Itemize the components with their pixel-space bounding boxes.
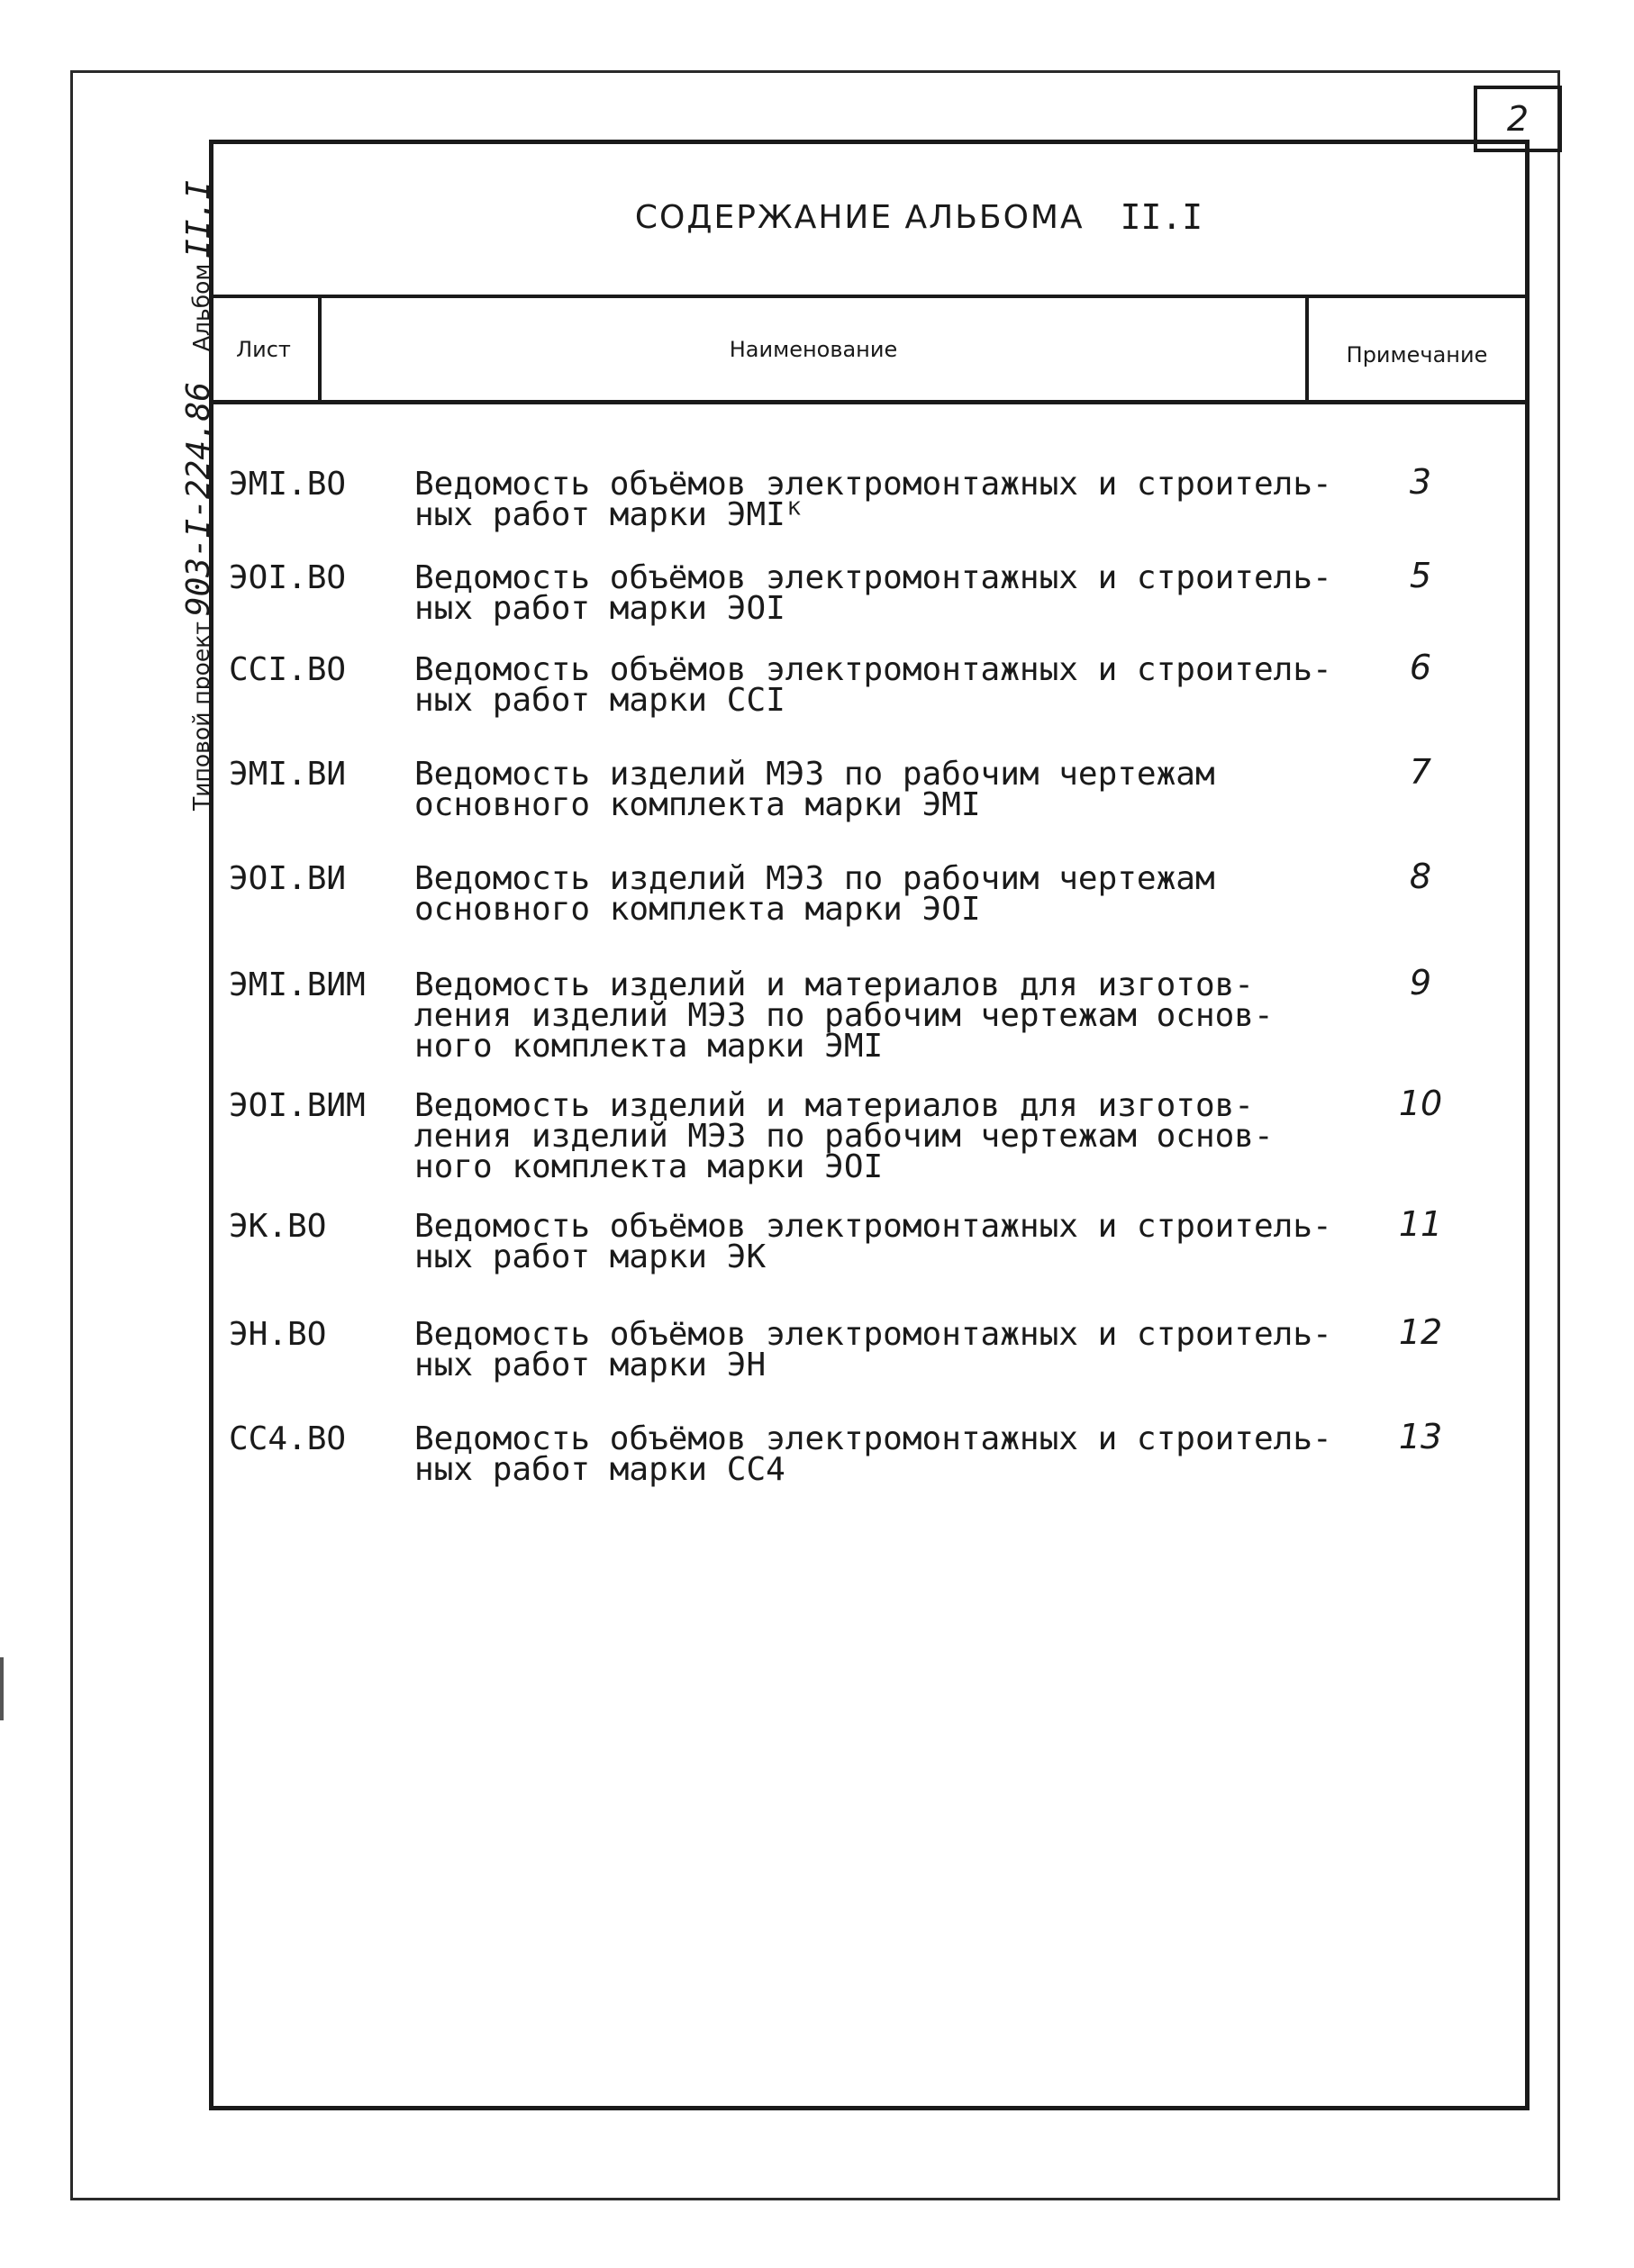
sheet-code: ЭК.ВО (229, 1208, 327, 1245)
sheet-code: ЭОI.ВИМ (229, 1087, 366, 1124)
sheet-description (414, 1316, 1332, 1383)
title-row (209, 140, 1530, 298)
sheet-description (414, 860, 1315, 928)
sheet-description (414, 966, 1315, 1065)
sheet-code: ЭМI.ВИ (229, 756, 347, 793)
side-stamp (180, 180, 217, 811)
album-number: II.I (1120, 197, 1203, 237)
sheet-code: ССI.ВО (229, 651, 347, 688)
description-line: ных работ марки ССI (414, 682, 785, 719)
side-album-number: II.I (180, 180, 217, 259)
description-line: Ведомость объёмов электромонтажных и строитель- (414, 466, 1332, 503)
sheet-code: ЭМI.ВО (229, 466, 347, 503)
description-line: ления изделий МЭЗ по рабочим чертежам основ- (414, 1118, 1274, 1155)
column-header-name: Наименование (322, 298, 1309, 400)
sheet-page-note: 8 (1409, 857, 1432, 896)
page-number: 2 (1506, 99, 1530, 139)
description-line: ных работ марки ЭН (414, 1347, 767, 1383)
project-number: 903-I-224.86 (180, 381, 217, 617)
description-line: Ведомость изделий и материалов для изготов- (414, 966, 1254, 1003)
sheet-code: ЭМI.ВИМ (229, 966, 366, 1003)
description-line: Ведомость изделий МЭЗ по рабочим чертежам (414, 756, 1215, 793)
sheet-page-note: 7 (1409, 752, 1432, 792)
sheet-page-note: 5 (1409, 556, 1432, 595)
sheet-description (414, 1087, 1315, 1185)
description-line: ных работ марки ЭМIᴷ (414, 496, 805, 533)
sheet-description (414, 1420, 1332, 1488)
description-line: Ведомость объёмов электромонтажных и строитель- (414, 559, 1332, 596)
sheet-page-note: 11 (1398, 1204, 1443, 1244)
sheet-code: СС4.ВО (229, 1420, 347, 1457)
description-line: основного комплекта марки ЭОI (414, 891, 981, 928)
column-header-sheet: Лист (209, 298, 322, 400)
sheet-description (414, 651, 1332, 719)
description-line: ления изделий МЭЗ по рабочим чертежам основ- (414, 997, 1274, 1034)
album-prefix: Альбом (188, 263, 214, 352)
sheet-description (414, 756, 1315, 823)
description-line: основного комплекта марки ЭМI (414, 786, 981, 823)
sheet-code: ЭОI.ВО (229, 559, 347, 596)
project-prefix: Типовой проект (188, 621, 214, 811)
description-line: Ведомость изделий и материалов для изготов- (414, 1087, 1254, 1124)
sheet-page-note: 6 (1409, 648, 1432, 687)
description-line: Ведомость объёмов электромонтажных и строитель- (414, 1208, 1332, 1245)
description-line: ного комплекта марки ЭМI (414, 1028, 884, 1065)
description-line: Ведомость объёмов электромонтажных и строитель- (414, 1420, 1332, 1457)
sheet-description (414, 1208, 1332, 1275)
sheet-page-note: 9 (1409, 963, 1432, 1002)
description-line: ных работ марки ЭОI (414, 590, 785, 627)
sheet-code: ЭОI.ВИ (229, 860, 347, 897)
sheet-code: ЭН.ВО (229, 1316, 327, 1353)
table-header (209, 298, 1530, 404)
sheet-description (414, 559, 1332, 627)
description-line: ных работ марки СС4 (414, 1451, 785, 1488)
sheet-page-note: 3 (1409, 462, 1432, 502)
sheet-description (414, 466, 1332, 533)
description-line: ного комплекта марки ЭОI (414, 1148, 884, 1185)
description-line: ных работ марки ЭК (414, 1238, 767, 1275)
column-header-note: Примечание (1346, 341, 1488, 367)
sheet-page-note: 12 (1398, 1312, 1443, 1352)
description-line: Ведомость объёмов электромонтажных и строитель- (414, 1316, 1332, 1353)
sheet-page-note: 13 (1398, 1417, 1443, 1456)
page-title: СОДЕРЖАНИЕ АЛЬБОМА (634, 198, 1085, 236)
description-line: Ведомость объёмов электромонтажных и строитель- (414, 651, 1332, 688)
description-line: Ведомость изделий МЭЗ по рабочим чертежам (414, 860, 1215, 897)
scan-edge-mark (0, 1657, 4, 1720)
sheet-page-note: 10 (1398, 1084, 1443, 1123)
